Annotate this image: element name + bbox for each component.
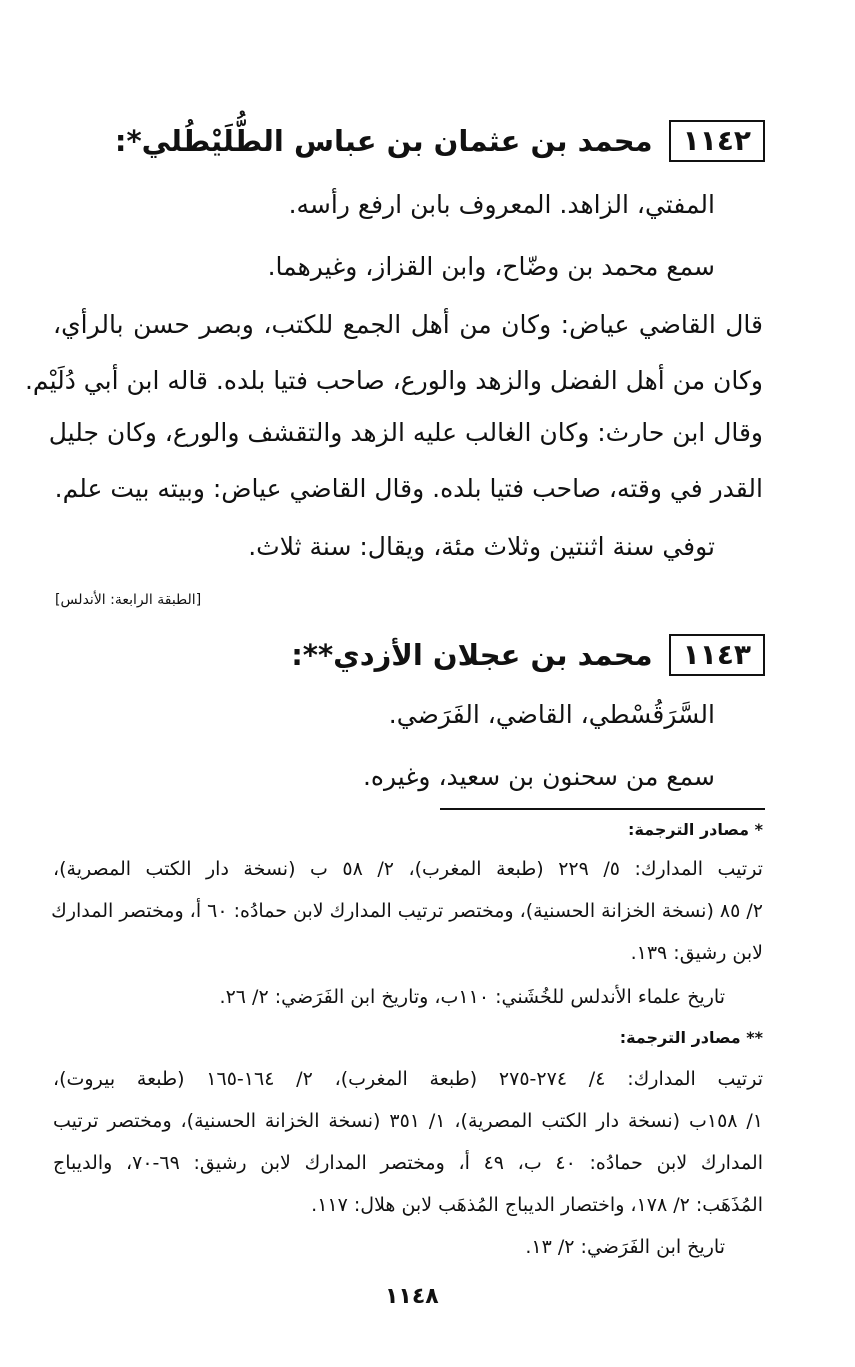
footnote-line: تاريخ ابن الفَرَضي: ٢/ ١٣.: [525, 1236, 725, 1258]
text-line: وقال ابن حارث: وكان الغالب عليه الزهد والتقشف والورع، وكان جليل: [48, 418, 763, 447]
page-number: ١١٤٨: [385, 1284, 439, 1309]
footnote-line: تاريخ علماء الأندلس للخُشَني: ١١٠ب، وتاريخ ابن الفَرَضي: ٢/ ٢٦.: [219, 986, 725, 1008]
footnote-line: ١/ ١٥٨ب (نسخة دار الكتب المصرية)، ١/ ٣٥١ (نسخة الخزانة الحسنية)، ومختصر ترتيب: [53, 1110, 763, 1132]
text-line: سمع محمد بن وضّاح، وابن القزاز، وغيرهما.: [267, 252, 715, 281]
footnote-line: لابن رشيق: ١٣٩.: [630, 942, 763, 964]
entry-number-box: ١١٤٣: [669, 634, 765, 676]
footnote-line: ترتيب المدارك: ٥/ ٢٢٩ (طبعة المغرب)، ٢/ ٥٨ ب (نسخة دار الكتب المصرية)،: [53, 858, 763, 880]
section-marker: [الطبقة الرابعة: الأندلس]: [55, 592, 202, 608]
text-line: وكان من أهل الفضل والزهد والورع، صاحب فتيا بلده. قاله ابن أبي دُلَيْم.: [24, 366, 763, 395]
footnote-line: ٢/ ٨٥ (نسخة الخزانة الحسنية)، ومختصر ترتيب المدارك لابن حمادُه: ٦٠ أ، ومختصر المدارك: [51, 900, 763, 922]
entry-heading-1142: [115, 120, 765, 162]
entry-title: محمد بن عجلان الأزدي**:: [291, 638, 653, 672]
text-line: سمع من سحنون بن سعيد، وغيره.: [362, 762, 715, 791]
footnote-line: المُذَهَب: ٢/ ١٧٨، واختصار الديباج المُذهَب لابن هلال: ١١٧.: [311, 1194, 763, 1216]
entry-title: محمد بن عثمان بن عباس الطُّلَيْطُلي*:: [114, 124, 653, 158]
footnote-label: ** مصادر الترجمة:: [619, 1028, 763, 1047]
text-line: السَّرَقُسْطي، القاضي، الفَرَضي.: [388, 700, 715, 729]
entry-heading-1143: [291, 634, 765, 676]
footnote-line: المدارك لابن حمادُه: ٤٠ ب، ٤٩ أ، ومختصر المدارك لابن رشيق: ٦٩-٧٠، والديباج: [53, 1152, 763, 1174]
text-line: توفي سنة اثنتين وثلاث مئة، ويقال: سنة ثلاث.: [248, 532, 715, 561]
text-line: المفتي، الزاهد. المعروف بابن ارفع رأسه.: [288, 190, 715, 219]
entry-number-box: ١١٤٢: [669, 120, 765, 162]
text-line: قال القاضي عياض: وكان من أهل الجمع للكتب، وبصر حسن بالرأي،: [53, 310, 763, 339]
footnote-line: ترتيب المدارك: ٤/ ٢٧٤-٢٧٥ (طبعة المغرب)، ٢/ ١٦٤-١٦٥ (طبعة بيروت)،: [53, 1068, 763, 1090]
text-line: القدر في وقته، صاحب فتيا بلده. وقال القاضي عياض: وبيته بيت علم.: [54, 474, 763, 503]
footnote-separator: [440, 808, 765, 810]
footnote-label: * مصادر الترجمة:: [628, 820, 763, 839]
